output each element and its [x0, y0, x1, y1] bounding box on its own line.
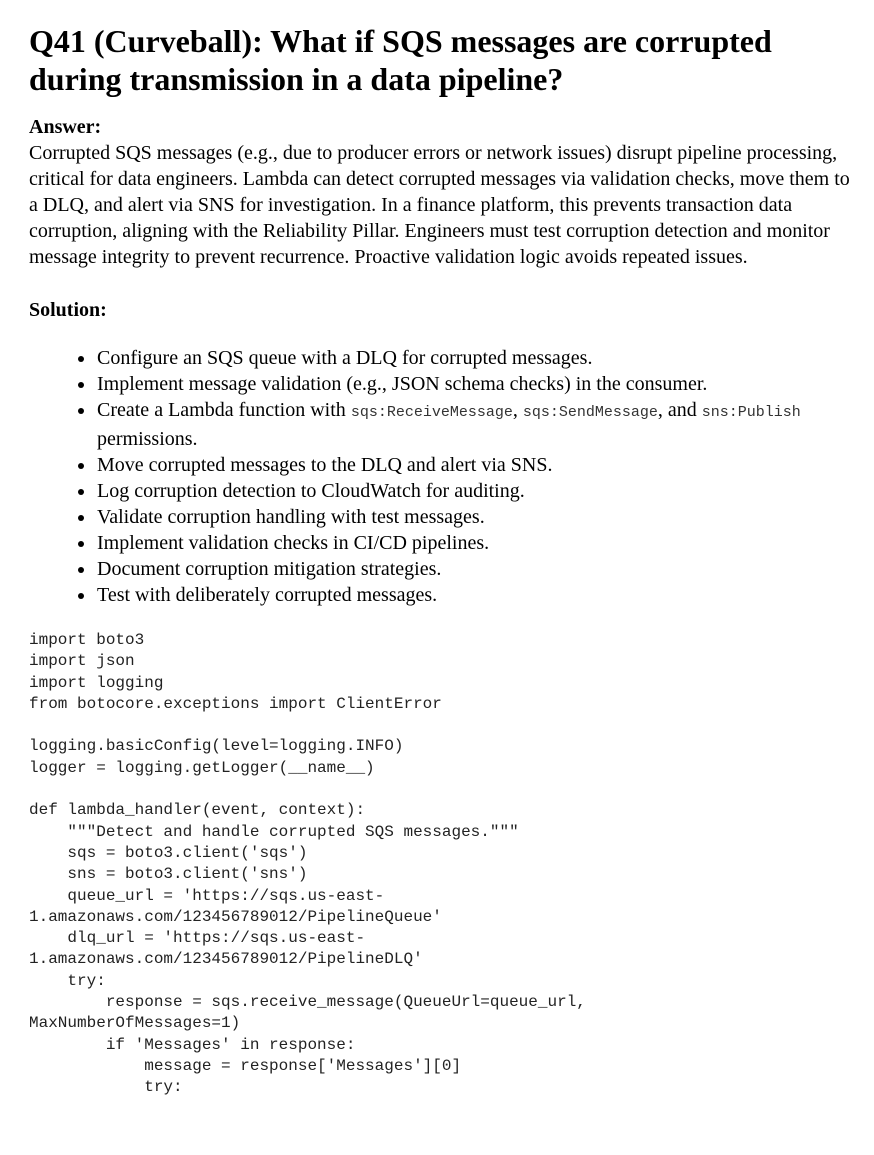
code-line: message = response['Messages'][0]	[29, 1056, 462, 1075]
list-item-text: Create a Lambda function with	[97, 399, 351, 421]
inline-code: sqs:SendMessage	[522, 404, 658, 421]
code-line	[29, 779, 854, 800]
list-item-text: permissions.	[97, 428, 198, 450]
solution-list	[29, 345, 854, 608]
answer-label: Answer:	[29, 116, 102, 138]
code-line: queue_url = 'https://sqs.us-east-	[29, 886, 385, 905]
list-item: • Implement message validation (e.g., JSON schema checks) in the consumer.	[96, 371, 854, 397]
list-item: • Test with deliberately corrupted messages.	[96, 582, 854, 608]
code-line: from botocore.exceptions import ClientError	[29, 694, 442, 713]
code-line: """Detect and handle corrupted SQS messages."""	[29, 822, 519, 841]
code-line: MaxNumberOfMessages=1)	[29, 1014, 241, 1033]
code-line: 1.amazonaws.com/123456789012/PipelineDLQ'	[29, 950, 423, 969]
code-line: logger = logging.getLogger(__name__)	[29, 758, 375, 777]
list-item: • Move corrupted messages to the DLQ and alert via SNS.	[96, 452, 854, 478]
code-block	[29, 630, 854, 1099]
list-item: • Configure an SQS queue with a DLQ for corrupted messages.	[96, 345, 854, 371]
question-title: Q41 (Curveball): What if SQS messages are corrupted during transmission in a data pipeline?	[29, 23, 772, 97]
code-line: logging.basicConfig(level=logging.INFO)	[29, 737, 404, 756]
list-item: • Implement validation checks in CI/CD pipelines.	[96, 530, 854, 556]
code-line: try:	[29, 971, 106, 990]
code-line: import logging	[29, 673, 164, 692]
list-item: • Log corruption detection to CloudWatch for auditing.	[96, 478, 854, 504]
code-line: dlq_url = 'https://sqs.us-east-	[29, 929, 366, 948]
list-item-text: ,	[512, 399, 523, 421]
code-line: def lambda_handler(event, context):	[29, 801, 366, 820]
code-line: import boto3	[29, 631, 145, 649]
code-line	[29, 715, 854, 736]
code-line: sqs = boto3.client('sqs')	[29, 843, 308, 862]
inline-code: sns:Publish	[701, 404, 801, 421]
solution-label: Solution:	[29, 299, 107, 321]
list-item: • Document corruption mitigation strategies.	[96, 556, 854, 582]
list-item: • Validate corruption handling with test messages.	[96, 504, 854, 530]
list-item	[96, 397, 854, 452]
answer-text: Corrupted SQS messages (e.g., due to producer errors or network issues) disrupt pipeline processing, critical for data engineers. Lambda can detect corrupted messages via validation checks, move them to a DLQ, and alert via SNS for investigation. In a finance platform, this prevents transaction data corruption, aligning with the Reliability Pillar. Engineers must test corruption detection and monitor message integrity to prevent recurrence. Proactive validation logic avoids repeated issues.	[29, 142, 850, 268]
code-line: response = sqs.receive_message(QueueUrl=queue_url,	[29, 993, 586, 1012]
code-line: sns = boto3.client('sns')	[29, 865, 308, 884]
inline-code: sqs:ReceiveMessage	[350, 404, 513, 421]
code-line: import json	[29, 652, 135, 671]
code-line: if 'Messages' in response:	[29, 1035, 356, 1054]
code-line: 1.amazonaws.com/123456789012/PipelineQueue'	[29, 907, 442, 926]
list-item-text: , and	[657, 399, 702, 421]
code-line: try:	[29, 1078, 183, 1097]
